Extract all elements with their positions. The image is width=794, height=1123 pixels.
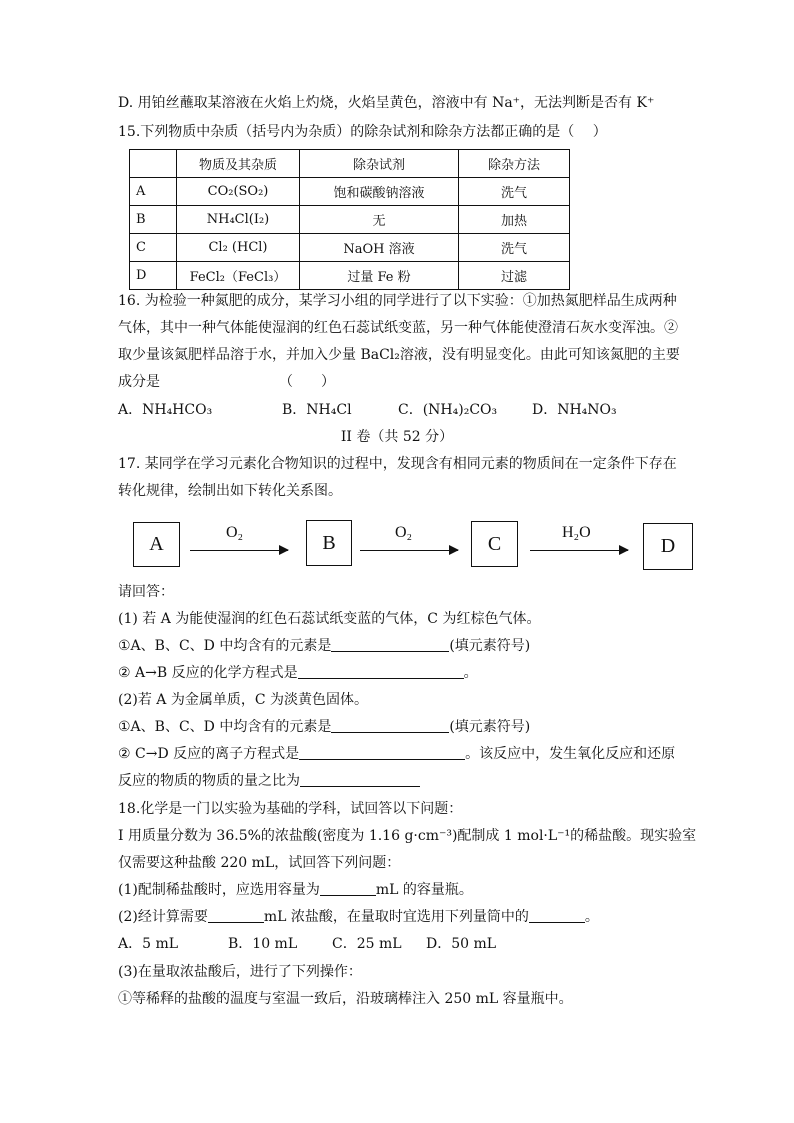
node-b: B	[306, 520, 352, 566]
part-1b-text: ② A→B 反应的化学方程式是	[118, 665, 298, 681]
q18-part-1-text: (1)配制稀盐酸时，应选用容量为	[118, 882, 320, 898]
table-cell: NH₄Cl(I₂)	[177, 206, 300, 234]
part-1a-hint: (填元素符号)	[449, 638, 531, 654]
q18-option-a: A．5 mL	[118, 936, 179, 952]
node-c: C	[471, 521, 518, 567]
question-18-line1: I 用质量分数为 36.5%的浓盐酸(密度为 1.16 g·cm⁻³)配制成 1 mol·L⁻¹的稀盐酸。现实验室	[118, 828, 697, 844]
part-1b	[118, 663, 478, 683]
table-cell: 过量 Fe 粉	[300, 262, 459, 290]
q18-option-b: B．10 mL	[228, 936, 298, 952]
impurity-table	[129, 149, 570, 290]
table-cell: 饱和碳酸钠溶液	[300, 178, 459, 206]
table-header	[130, 150, 177, 178]
table-cell: 洗气	[459, 178, 570, 206]
table-header: 物质及其杂质	[177, 150, 300, 178]
question-17-line2: 转化规律，绘制出如下转化关系图。	[118, 483, 342, 499]
answer-prompt: 请回答：	[118, 584, 174, 600]
table-row	[130, 206, 570, 234]
option-d-text: D. 用铂丝蘸取某溶液在火焰上灼烧，火焰呈黄色，溶液中有 Na⁺，无法判断是否有 K⁺	[118, 95, 655, 111]
q16-option-b: B．NH₄Cl	[282, 402, 352, 418]
answer-blank[interactable]	[529, 908, 585, 923]
table-header: 除杂试剂	[300, 150, 459, 178]
question-16-line1: 16. 为检验一种氮肥的成分，某学习小组的同学进行了以下实验：①加热氮肥样品生成两种	[118, 293, 677, 309]
answer-blank[interactable]	[331, 718, 449, 733]
answer-blank[interactable]	[298, 664, 464, 679]
part-2b	[118, 744, 675, 764]
q18-option-c: C．25 mL	[332, 936, 402, 952]
table-header-row	[130, 150, 570, 178]
table-cell: B	[130, 206, 177, 234]
part-2a	[118, 717, 530, 737]
answer-blank[interactable]	[331, 637, 449, 652]
q18-part-2	[118, 907, 599, 927]
q18-part-1	[118, 880, 473, 900]
table-header: 除杂方法	[459, 150, 570, 178]
table-cell: D	[130, 262, 177, 290]
q18-part-2-text: (2)经计算需要	[118, 909, 208, 925]
arrow-c-d	[530, 550, 628, 551]
q16-option-c: C．(NH₄)₂CO₃	[398, 402, 498, 418]
node-a: A	[133, 522, 180, 567]
table-row	[130, 262, 570, 290]
table-cell: NaOH 溶液	[300, 234, 459, 262]
question-16-line2: 气体，其中一种气体能使湿润的红色石蕊试纸变蓝，另一种气体能使澄清石灰水变浑浊。②	[118, 320, 678, 336]
arrow-label-o2: O₂	[395, 524, 413, 541]
arrow-b-c	[360, 550, 458, 551]
table-cell: A	[130, 178, 177, 206]
part-1b-end: 。	[463, 665, 478, 681]
q16-option-a: A．NH₄HCO₃	[118, 402, 213, 418]
table-cell: Cl₂ (HCl)	[177, 234, 300, 262]
question-16-line4: 成分是 （ ）	[118, 374, 335, 390]
section-title: II 卷（共 52 分）	[340, 429, 454, 445]
part-2b-tail: 。该反应中，发生氧化反应和还原	[465, 746, 676, 762]
part-1a-text: ①A、B、C、D 中均含有的元素是	[118, 638, 332, 654]
table-cell: C	[130, 234, 177, 262]
arrow-label-o2: O₂	[226, 524, 244, 541]
table-row	[130, 178, 570, 206]
part-1a	[118, 636, 530, 656]
table-row	[130, 234, 570, 262]
q18-part-2-mid: mL 浓盐酸，在量取时宜选用下列量筒中的	[263, 909, 529, 925]
part-1: (1) 若 A 为能使湿润的红色石蕊试纸变蓝的气体，C 为红棕色气体。	[118, 611, 541, 627]
answer-blank[interactable]	[300, 772, 420, 787]
q16-option-d: D．NH₄NO₃	[532, 402, 617, 418]
part-2a-hint: (填元素符号)	[449, 719, 531, 735]
question-15: 15.下列物质中杂质（括号内为杂质）的除杂试剂和除杂方法都正确的是（ ）	[118, 124, 607, 140]
q18-part-3: (3)在量取浓盐酸后，进行了下列操作：	[118, 964, 362, 980]
table-cell: 洗气	[459, 234, 570, 262]
q18-part-3-step1: ①等稀释的盐酸的温度与室温一致后，沿玻璃棒注入 250 mL 容量瓶中。	[118, 991, 573, 1007]
node-d: D	[643, 523, 693, 570]
table-cell: 无	[300, 206, 459, 234]
q18-part-2-end: 。	[584, 909, 599, 925]
part-2a-text: ①A、B、C、D 中均含有的元素是	[118, 719, 332, 735]
question-17-line1: 17. 某同学在学习元素化合物知识的过程中，发现含有相同元素的物质间在一定条件下存在	[118, 456, 677, 472]
q18-part-1-tail: mL 的容量瓶。	[375, 882, 473, 898]
q18-option-d: D．50 mL	[426, 936, 497, 952]
part-2: (2)若 A 为金属单质，C 为淡黄色固体。	[118, 692, 369, 708]
part-2c	[118, 771, 420, 791]
arrow-a-b	[190, 550, 288, 551]
question-18: 18.化学是一门以实验为基础的学科，试回答以下问题：	[118, 801, 463, 817]
question-16-line3: 取少量该氮肥样品溶于水，并加入少量 BaCl₂溶液，没有明显变化。由此可知该氮肥的主要	[118, 347, 680, 363]
answer-blank[interactable]	[320, 881, 376, 896]
table-cell: 过滤	[459, 262, 570, 290]
table-cell: FeCl₂（FeCl₃）	[177, 262, 300, 290]
table-cell: 加热	[459, 206, 570, 234]
part-2b-text: ② C→D 反应的离子方程式是	[118, 746, 300, 762]
answer-blank[interactable]	[208, 908, 264, 923]
part-2c-text: 反应的物质的物质的量之比为	[118, 773, 300, 789]
arrow-label-h2o: H₂O	[562, 524, 591, 541]
table-cell: CO₂(SO₂)	[177, 178, 300, 206]
answer-blank[interactable]	[299, 745, 465, 760]
question-18-line2: 仅需要这种盐酸 220 mL，试回答下列问题：	[118, 855, 401, 871]
